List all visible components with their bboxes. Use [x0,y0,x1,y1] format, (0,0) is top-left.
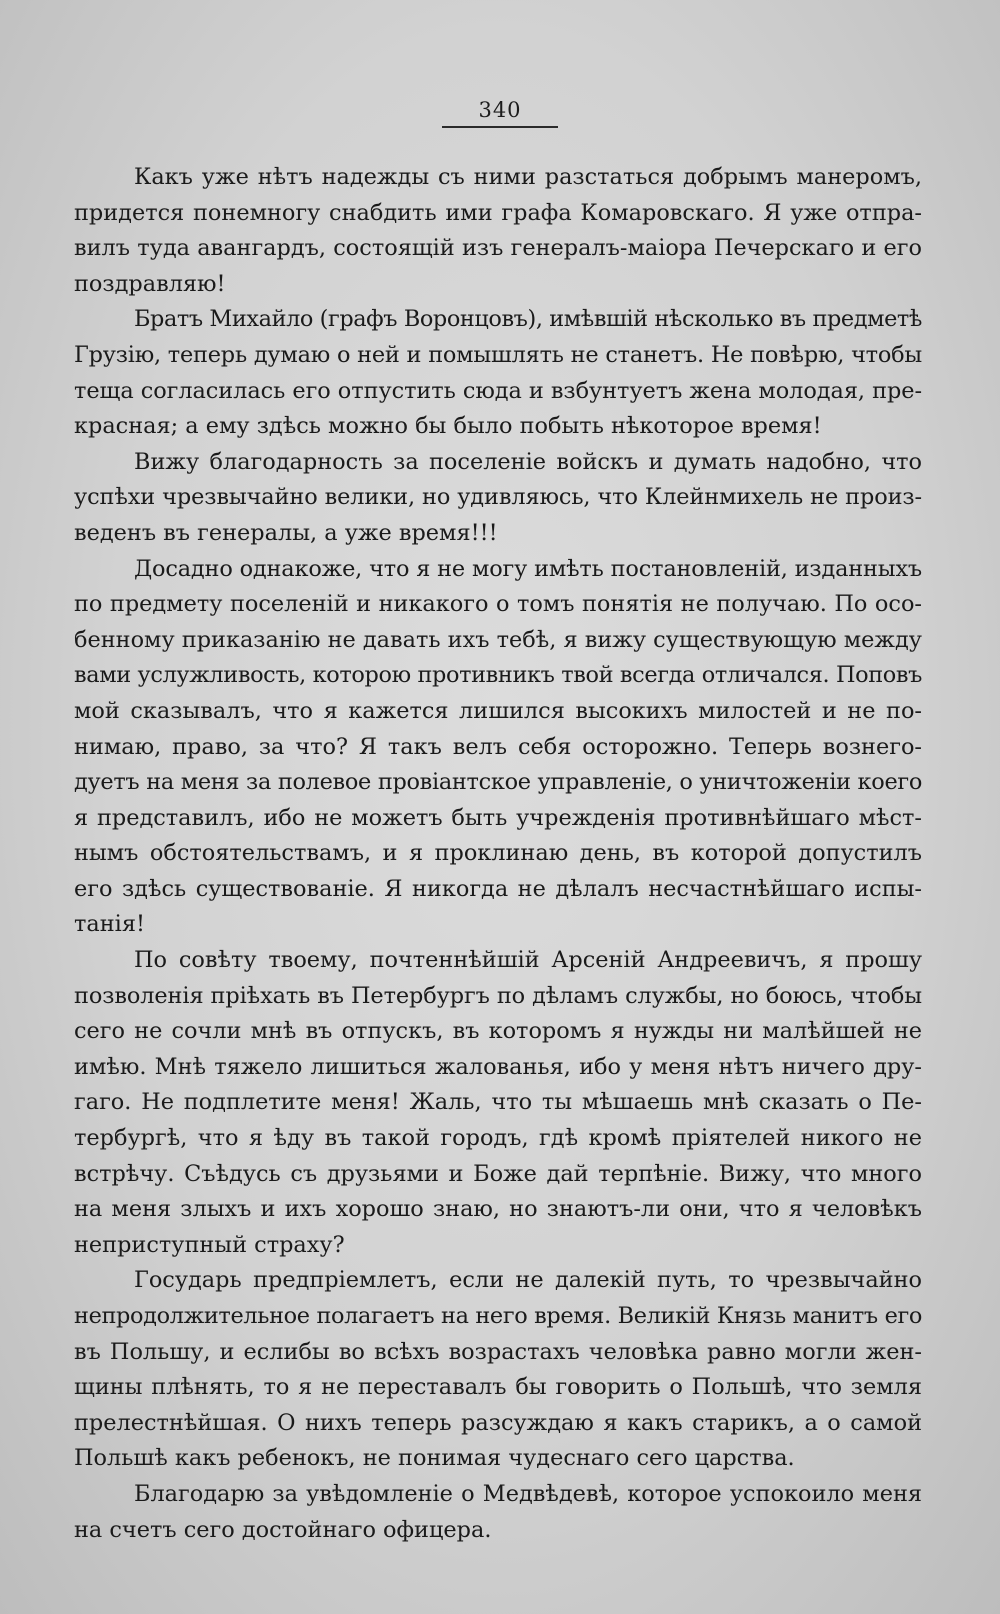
text-line: красная; а ему здѣсь можно бы было побыть нѣкоторое время! [74,413,822,440]
paragraph [74,552,922,944]
text-line: вами услужливость, которою противникъ твой всегда отличался. Поповъ [74,662,922,689]
text-line: по предмету поселеній и никакого о томъ понятія не получаю. По осо- [74,591,922,618]
text-line: нымъ обстоятельствамъ, и я проклинаю день, въ которой допустилъ [74,840,922,867]
text-line: гаго. Не подплетите меня! Жаль, что ты мѣшаешь мнѣ сказать о Пе- [74,1089,922,1116]
text-line: имѣю. Мнѣ тяжело лишиться жалованья, ибо у меня нѣтъ ничего дру- [74,1053,922,1080]
text-line: теща согласилась его отпустить сюда и взбунтуетъ жена молодая, пре- [74,377,922,404]
text-line: веденъ въ генералы, а уже время!!! [74,519,498,546]
text-line: Польшѣ какъ ребенокъ, не понимая чудеснаго сего царства. [74,1445,795,1472]
paragraph [74,160,922,302]
text-line: бенному приказанію не давать ихъ тебѣ, я вижу существующую между [74,626,922,653]
text-line: я представилъ, ибо не можетъ быть учрежденія противнѣйшаго мѣст- [74,804,922,831]
paragraph [74,1477,922,1548]
text-line: сего не сочли мнѣ въ отпускъ, въ которомъ я нужды ни малѣйшей не [74,1018,922,1045]
text-line: успѣхи чрезвычайно велики, но удивляюсь, что Клейнмихель не произ- [74,484,922,511]
text-line: прелестнѣйшая. О нихъ теперь разсуждаю я какъ старикъ, а о самой [74,1409,922,1436]
text-line: Вижу благодарность за поселеніе войскъ и думать надобно, что [134,448,922,475]
text-line: неприступный страху? [74,1231,345,1258]
text-line: Досадно однакоже, что я не могу имѣть постановленій, изданныхъ [134,555,922,582]
paragraph [74,445,922,552]
paragraph [74,302,922,444]
text-line: на счетъ сего достойнаго офицера. [74,1516,492,1543]
text-line: въ Польшу, и еслибы во всѣхъ возрастахъ человѣка равно могли жен- [74,1338,922,1365]
text-line: щины плѣнять, то я не переставалъ бы говорить о Польшѣ, что земля [74,1374,922,1401]
text-line: его здѣсь существованіе. Я никогда не дѣлалъ несчастнѣйшаго испы- [74,875,922,902]
paragraph [74,1263,922,1477]
text-line: Какъ уже нѣтъ надежды съ ними разстаться добрымъ манеромъ, [134,164,922,190]
text-line: на меня злыхъ и ихъ хорошо знаю, но знаютъ-ли они, что я человѣкъ [74,1196,922,1223]
text-line: непродолжительное полагаетъ на него время. Великій Князь манитъ его [74,1303,922,1329]
text-line: вилъ туда авангардъ, состоящій изъ генералъ-маіора Печерскаго и его [74,235,922,262]
text-line: Государь предпріемлетъ, если не далекій путь, то чрезвычайно [134,1267,922,1294]
text-line: Братъ Михайло (графъ Воронцовъ), имѣвшій нѣсколько въ предметѣ [134,306,922,333]
text-line: Благодарю за увѣдомленіе о Медвѣдевѣ, которое успокоило меня [134,1480,922,1507]
text-line: нимаю, право, за что? Я такъ велъ себя осторожно. Теперь вознего- [74,733,922,760]
page-header [0,98,1000,128]
text-line: позволенія пріѣхать въ Петербургъ по дѣламъ службы, но боюсь, чтобы [74,982,923,1009]
body-text [74,160,922,1548]
text-line: встрѣчу. Съѣдусь съ друзьями и Боже дай терпѣніе. Вижу, что много [74,1160,922,1187]
page-number: 340 [442,98,558,128]
text-line: Грузію, теперь думаю о ней и помышлять не станетъ. Не повѣрю, чтобы [74,341,923,368]
text-line: По совѣту твоему, почтеннѣйшій Арсеній Андреевичъ, я прошу [134,947,922,974]
text-line: танія! [74,911,145,938]
text-line: поздравляю! [74,270,226,297]
text-line: дуетъ на меня за полевое провіантское управленіе, о уничтоженіи коего [74,769,923,796]
text-line: тербургѣ, что я ѣду въ такой городъ, гдѣ кромѣ пріятелей никого не [74,1125,922,1152]
text-line: придется понемногу снабдить ими графа Комаровскаго. Я уже отпра- [74,199,922,226]
paragraph [74,943,922,1263]
text-line: мой сказывалъ, что я кажется лишился высокихъ милостей и не по- [74,697,922,724]
